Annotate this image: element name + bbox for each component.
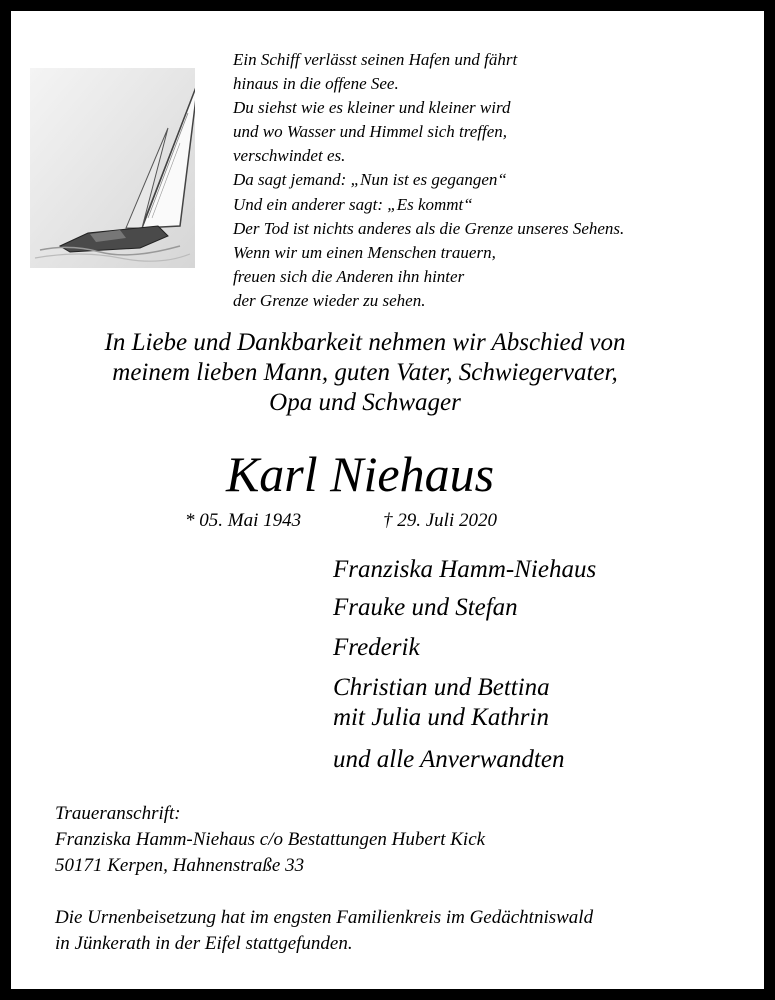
mourner: mit Julia und Kathrin (333, 704, 549, 731)
poem-line: Du siehst wie es kleiner und kleiner wird (233, 98, 511, 118)
poem-line: Da sagt jemand: „Nun ist es gegangen“ (233, 170, 507, 190)
birth-date: * 05. Mai 1943 (185, 510, 302, 531)
poem-line: Ein Schiff verlässt seinen Hafen und fährt (233, 50, 518, 69)
mourner: Frauke und Stefan (333, 594, 518, 621)
deceased-name: Karl Niehaus (225, 446, 495, 502)
poem-line: der Grenze wieder zu sehen. (233, 290, 426, 310)
note-line: Die Urnenbeisetzung hat im engsten Familienkreis im Gedächtniswald (55, 907, 594, 928)
mourning-address (55, 801, 485, 879)
poem-line: Der Tod ist nichts anderes als die Grenze unseres Sehens. (233, 218, 625, 238)
intro-line: Opa und Schwager (269, 389, 461, 416)
poem-line: Und ein anderer sagt: „Es kommt“ (233, 194, 473, 214)
note-line: in Jünkerath in der Eifel stattgefunden. (55, 933, 353, 954)
mourner: Christian und Bettina (333, 674, 550, 701)
poem-line: und wo Wasser und Himmel sich treffen, (233, 122, 508, 142)
poem-line: verschwindet es. (233, 146, 346, 166)
farewell-intro (40, 328, 690, 418)
sailboat-illustration (30, 68, 195, 268)
mourner: und alle Anverwandten (333, 746, 565, 773)
poem-line: freuen sich die Anderen ihn hinter (233, 266, 465, 286)
mourner: Frederik (333, 634, 420, 661)
mourner: Franziska Hamm-Niehaus (333, 556, 597, 583)
address-line: 50171 Kerpen, Hahnenstraße 33 (55, 855, 305, 876)
poem-line: hinaus in die offene See. (233, 74, 399, 94)
intro-line: meinem lieben Mann, guten Vater, Schwiegervater, (112, 359, 618, 386)
poem-line: Wenn wir um einen Menschen trauern, (233, 242, 496, 262)
death-date: † 29. Juli 2020 (383, 510, 497, 531)
burial-note (55, 905, 593, 957)
address-line: Franziska Hamm-Niehaus c/o Bestattungen Hubert Kick (55, 829, 486, 850)
poem (233, 48, 753, 313)
intro-line: In Liebe und Dankbarkeit nehmen wir Abschied von (104, 329, 626, 356)
address-label: Traueranschrift: (55, 803, 181, 824)
